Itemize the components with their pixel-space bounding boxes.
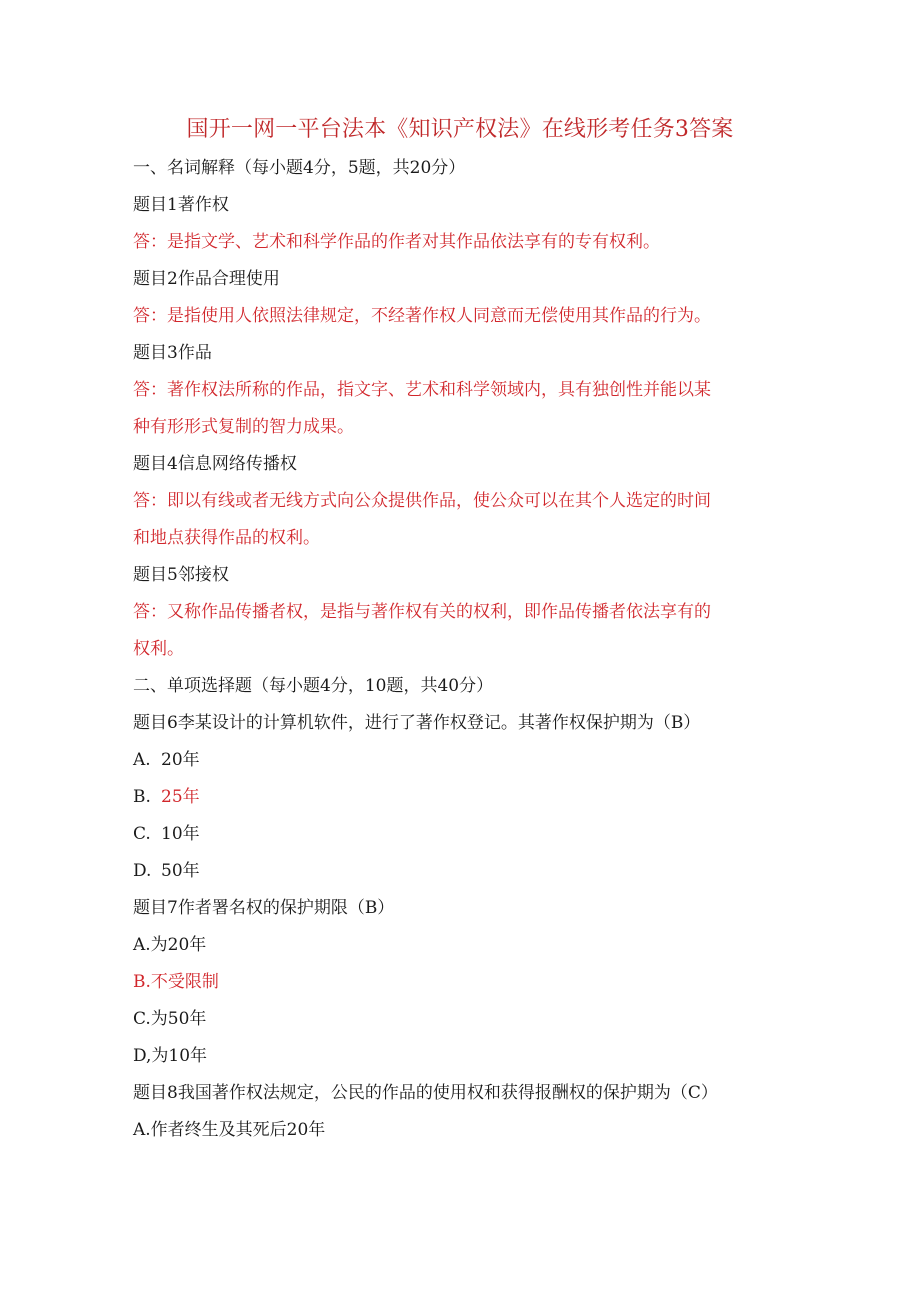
document-title: 国开一网一平台法本《知识产权法》在线形考任务3答案 xyxy=(186,117,734,142)
question-8-option-a: A.作者终生及其死后20年 xyxy=(133,1120,326,1140)
section-heading-single-choice: 二、单项选择题（每小题4分，10题，共40分） xyxy=(133,676,494,696)
question-6-option-c xyxy=(133,816,783,853)
answer-5-line-2: 权利。 xyxy=(133,639,184,659)
option-text: 10年 xyxy=(161,824,200,844)
question-6-option-a xyxy=(133,742,783,779)
question-2: 题目2作品合理使用 xyxy=(133,269,280,289)
option-text-correct: 25年 xyxy=(161,787,200,807)
question-6: 题目6李某设计的计算机软件，进行了著作权登记。其著作权保护期为（B） xyxy=(133,713,701,733)
question-7-option-d: D,为10年 xyxy=(133,1046,208,1066)
option-letter: B. xyxy=(133,787,151,807)
answer-2: 答：是指使用人依照法律规定，不经著作权人同意而无偿使用其作品的行为。 xyxy=(133,306,711,326)
question-7-option-b-correct: B.不受限制 xyxy=(133,972,219,992)
section-heading-definitions: 一、名词解释（每小题4分，5题，共20分） xyxy=(133,158,466,178)
option-letter: A. xyxy=(133,750,151,770)
document-body xyxy=(133,150,783,1149)
question-5: 题目5邻接权 xyxy=(133,565,229,585)
question-7-option-c: C.为50年 xyxy=(133,1009,207,1029)
option-text: 50年 xyxy=(161,861,200,881)
question-4: 题目4信息网络传播权 xyxy=(133,454,297,474)
question-1: 题目1著作权 xyxy=(133,195,229,215)
option-letter: D. xyxy=(133,861,152,881)
answer-5-line-1: 答：又称作品传播者权，是指与著作权有关的权利，即作品传播者依法享有的 xyxy=(133,602,711,622)
question-6-option-b xyxy=(133,779,783,816)
answer-3-line-2: 种有形形式复制的智力成果。 xyxy=(133,417,354,437)
question-7-option-a: A.为20年 xyxy=(133,935,207,955)
option-letter: C. xyxy=(133,824,151,844)
question-3: 题目3作品 xyxy=(133,343,212,363)
answer-3-line-1: 答：著作权法所称的作品，指文字、艺术和科学领域内，具有独创性并能以某 xyxy=(133,380,711,400)
question-8: 题目8我国著作权法规定，公民的作品的使用权和获得报酬权的保护期为（C） xyxy=(133,1083,718,1103)
option-text: 20年 xyxy=(161,750,200,770)
answer-4-line-1: 答：即以有线或者无线方式向公众提供作品，使公众可以在其个人选定的时间 xyxy=(133,491,711,511)
answer-1: 答：是指文学、艺术和科学作品的作者对其作品依法享有的专有权利。 xyxy=(133,232,660,252)
question-6-option-d xyxy=(133,853,783,890)
answer-4-line-2: 和地点获得作品的权利。 xyxy=(133,528,320,548)
question-7: 题目7作者署名权的保护期限（B） xyxy=(133,898,395,918)
